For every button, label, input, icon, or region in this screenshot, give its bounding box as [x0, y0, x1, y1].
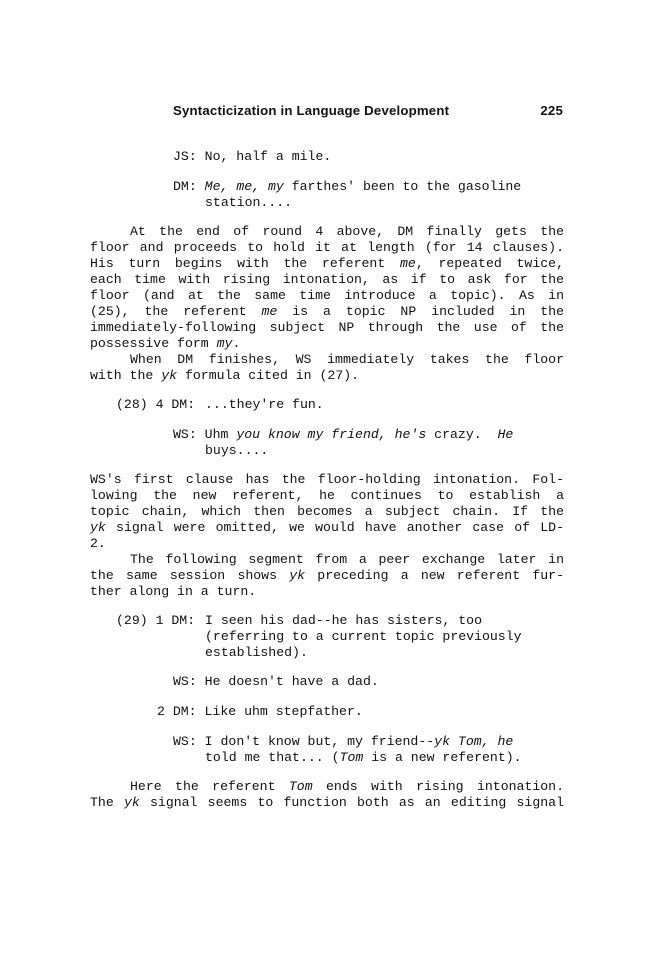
example-29-dm1-line-1: I seen his dad--he has sisters, too [205, 613, 482, 628]
para5-line-2: The yk signal seems to function both as an editing signal [90, 795, 565, 810]
para1-line-8: possessive form my. [90, 336, 241, 351]
para1-line-3: His turn begins with the referent me, repeated twice, [90, 256, 564, 271]
para2-line-1: When DM finishes, WS immediately takes the floor [130, 352, 564, 367]
para1-line-4: each time with rising intonation, as if to ask for the [90, 272, 564, 287]
speaker-label: 2 DM: [157, 704, 197, 719]
example-29-dm2 [157, 704, 363, 720]
para2-line-2: with the yk formula cited in (27). [90, 368, 360, 383]
speaker-label: WS: [173, 674, 197, 689]
dm-utterance-line-1 [173, 179, 521, 195]
para1-line-1: At the end of round 4 above, DM finally gets the [130, 224, 564, 239]
example-28-ws-line-2: buys.... [205, 443, 269, 458]
example-29-ws2-line-2: told me that... (Tom is a new referent). [205, 750, 522, 765]
speaker-label: DM: [173, 179, 197, 194]
para3-line-4: yk signal were omitted, we would have another case of LD- [90, 520, 564, 535]
utterance-text: Like uhm stepfather. [204, 704, 363, 719]
para5-line-1: Here the referent Tom ends with rising intonation. [130, 779, 565, 794]
js-utterance: JS: No, half a mile. [173, 149, 332, 164]
para1-line-5: floor (and at the same time introduce a topic). As in [90, 288, 564, 303]
para1-line-7: immediately-following subject NP through the use of the [90, 320, 564, 335]
speaker-label: WS: [173, 734, 197, 749]
para4-line-1: The following segment from a peer exchange later in [130, 552, 564, 567]
speaker-label: WS: [173, 427, 197, 442]
para3-line-5: 2. [90, 536, 106, 551]
para3-line-3: topic chain, which then becomes a subject chain. If the [90, 504, 564, 519]
example-29-ws1 [173, 674, 379, 690]
example-28-ws-line-1: WS: Uhm you know my friend, he's crazy. He [173, 427, 514, 442]
example-28-dm-text: ...they're fun. [205, 397, 324, 412]
para4-line-3: ther along in a turn. [90, 584, 257, 599]
para3-line-2: lowing the new referent, he continues to establish a [90, 488, 564, 503]
page-number: 225 [540, 103, 563, 118]
para3-line-1: WS's first clause has the floor-holding intonation. Fol- [90, 472, 564, 487]
header-title: Syntacticization in Language Development [173, 103, 450, 118]
para4-line-2: the same session shows yk preceding a new referent fur- [90, 568, 564, 583]
dm-utterance-line-2: station.... [205, 195, 293, 210]
example-29-ws2-line-1: WS: I don't know but, my friend--yk Tom, he [173, 734, 514, 749]
para1-line-6: (25), the referent me is a topic NP included in the [90, 304, 564, 319]
italic-referents: Me, me, my [204, 179, 284, 194]
utterance-text: farthes' been to the gasoline [283, 179, 522, 194]
example-29-dm1-line-2: (referring to a current topic previously [205, 629, 522, 644]
utterance-text: He doesn't have a dad. [204, 674, 379, 689]
example-29-label: (29) 1 DM: [116, 613, 196, 628]
para1-line-2: floor and proceeds to hold it at length (for 14 clauses). [90, 240, 564, 255]
example-28-label: (28) 4 DM: [116, 397, 196, 412]
example-29-dm1-line-3: established). [205, 645, 308, 660]
